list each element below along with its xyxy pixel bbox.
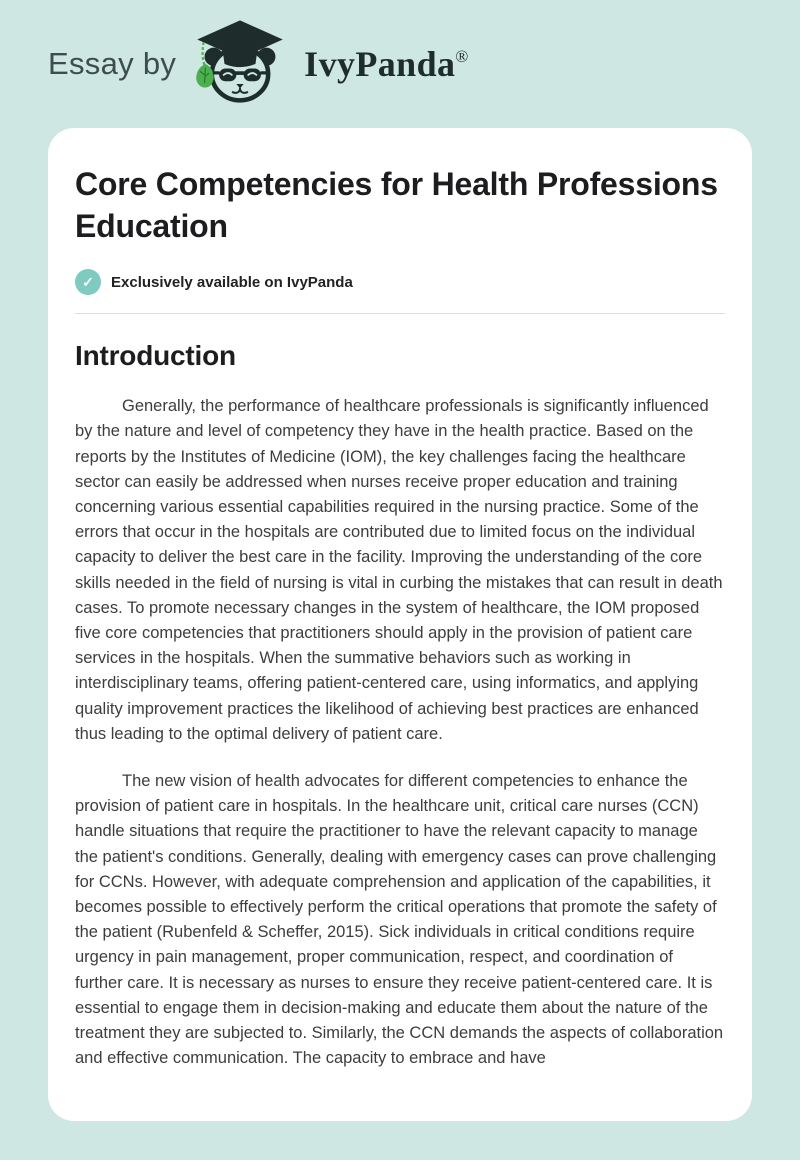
section-heading-introduction: Introduction [75,340,236,372]
brand-name [304,43,469,85]
brand-text: IvyPanda [304,44,456,84]
essay-title: Core Competencies for Health Professions Education [75,166,718,244]
essay-card [48,128,752,1121]
essay-by-label: Essay by [48,46,177,81]
paragraph: The new vision of health advocates for different competencies to enhance the provision of patient care in hospitals. In the healthcare unit, critical care nurses (CCN) handle situations that require the practitioner to have the relevant capacity to manage the patient's conditions. Generally, dealing with emergency cases can prove challenging for CCNs. However, with adequate comprehension and application of the capabilities, it becomes possible to effectively perform the critical operations that promote the safety of the patient (Rubenfeld & Scheffer, 2015). Sick individuals in critical conditions require urgency in pain management, proper communication, respect, and coordination of further care. It is necessary as nurses to ensure they receive patient-centered care. It is essential to engage them in decision-making and educate them about the nature of the treatment they are subjected to. Similarly, the CCN demands the aspects of collaboration and effective communication. The capacity to embrace and have [75,772,724,1068]
exclusive-badge-label: Exclusively available on IvyPanda [111,273,353,291]
panda-graduate-logo-icon [190,18,290,110]
exclusive-badge [75,269,725,295]
check-icon: ✓ [75,269,101,295]
paragraph: Generally, the performance of healthcare professionals is significantly influenced by the nature and level of competency they have in the health practice. Based on the reports by the Institutes of Medicine (IOM), the key challenges facing the healthcare sector can easily be addressed when nurses receive proper education and training concerning various essential capabilities required in the nursing practice. Some of the errors that occur in the hospitals are contributed due to limited focus on the individual capacity to deliver the best care in the facility. Improving the understanding of the core skills needed in the field of nursing is vital in curbing the mistakes that can result in death cases. To promote necessary changes in the system of healthcare, the IOM proposed five core competencies that practitioners should apply in the provision of patient care services in the hospitals. When the summative behaviors such as working in interdisciplinary teams, offering patient-centered care, using informatics, and applying quality improvement practices the likelihood of achieving best practices are enhanced thus leading to the optimal delivery of patient care. [75,397,723,743]
page-header [0,0,800,128]
trademark-symbol: ® [455,47,469,66]
divider [75,313,725,314]
